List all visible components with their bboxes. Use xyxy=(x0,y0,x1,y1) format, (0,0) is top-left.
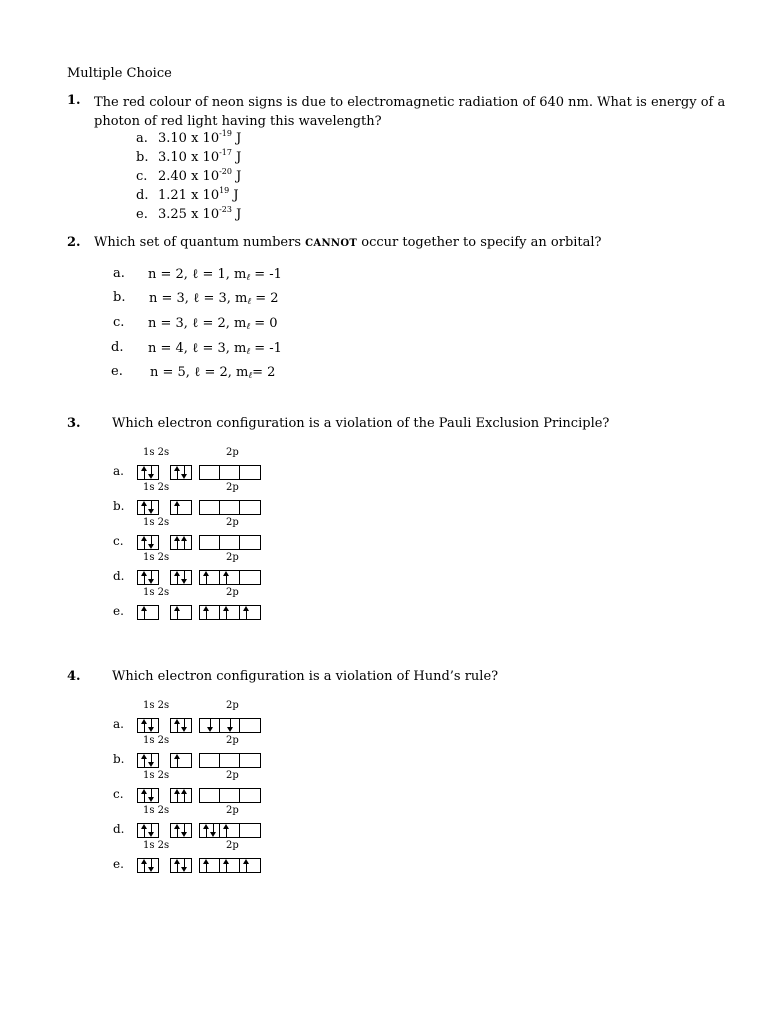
arrow-head xyxy=(148,474,154,479)
orbital-cell xyxy=(138,536,158,549)
orbital-cell xyxy=(200,571,220,584)
orbital-cell xyxy=(200,466,220,479)
orbital-2p xyxy=(199,718,261,733)
orbital-cell xyxy=(138,606,158,619)
option-letter: a. xyxy=(113,464,124,478)
orbital-cell xyxy=(220,719,240,732)
orbital-cell xyxy=(200,789,220,802)
orbital-cell xyxy=(240,824,260,837)
arrow-head xyxy=(148,579,154,584)
arrow-head xyxy=(174,606,180,611)
orbital-cell xyxy=(138,571,158,584)
arrow-head xyxy=(223,571,229,576)
arrow-head xyxy=(148,727,154,732)
orbital-label-2p: 2p xyxy=(226,587,239,598)
orbital-cell xyxy=(240,606,260,619)
question-2-number: 2. xyxy=(67,235,81,250)
arrow-head xyxy=(148,832,154,837)
orbital-2p xyxy=(199,535,261,550)
option-letter: b. xyxy=(113,499,125,513)
orbital-cell xyxy=(240,501,260,514)
orbital-2p xyxy=(199,570,261,585)
option-value xyxy=(148,266,282,282)
section-heading: Multiple Choice xyxy=(67,66,172,81)
orbital-2p xyxy=(199,500,261,515)
question-3-number: 3. xyxy=(67,416,81,431)
question-1-number: 1. xyxy=(67,93,81,108)
arrow-head xyxy=(243,606,249,611)
quantum-n: n = 3, xyxy=(148,316,193,331)
quantum-l: ℓ = 3, m xyxy=(192,341,247,356)
orbital-cell xyxy=(220,571,240,584)
orbital-1s xyxy=(137,753,159,768)
orbital-1s xyxy=(137,823,159,838)
arrow-head xyxy=(181,789,187,794)
value-unit: J xyxy=(231,207,242,222)
orbital-label-2p: 2p xyxy=(226,770,239,781)
orbital-1s xyxy=(137,500,159,515)
question-2-emphasis: CANNOT xyxy=(305,238,358,249)
arrow-head xyxy=(174,859,180,864)
option-letter: c. xyxy=(136,169,148,184)
orbital-cell xyxy=(171,501,191,514)
question-4-number: 4. xyxy=(67,669,81,684)
orbital-cell xyxy=(171,859,191,872)
quantum-m: = 2 xyxy=(251,291,279,306)
option-value xyxy=(158,188,239,203)
question-2-text xyxy=(94,235,602,250)
orbital-cell xyxy=(138,466,158,479)
orbital-1s xyxy=(137,535,159,550)
orbital-cell xyxy=(220,859,240,872)
orbital-cell xyxy=(200,719,220,732)
arrow-head xyxy=(181,867,187,872)
arrow-head xyxy=(210,832,216,837)
value-exponent: -17 xyxy=(219,148,232,157)
arrow-head xyxy=(181,832,187,837)
value-base: 3.25 x 10 xyxy=(158,207,220,222)
arrow-head xyxy=(207,727,213,732)
question-4-text: Which electron configuration is a violation of Hund’s rule? xyxy=(112,669,499,684)
orbital-2p xyxy=(199,465,261,480)
orbital-cell xyxy=(200,824,220,837)
option-letter: a. xyxy=(113,717,124,731)
orbital-cell xyxy=(171,466,191,479)
option-value xyxy=(150,364,275,380)
orbital-cell xyxy=(240,789,260,802)
option-letter: c. xyxy=(113,787,124,801)
option-letter: c. xyxy=(113,534,124,548)
option-letter: e. xyxy=(111,364,123,379)
arrow-head xyxy=(227,727,233,732)
orbital-cell xyxy=(220,536,240,549)
quantum-n: n = 5, xyxy=(150,365,195,380)
option-letter: d. xyxy=(113,822,125,836)
arrow-head xyxy=(203,824,209,829)
orbital-cell xyxy=(220,606,240,619)
value-base: 2.40 x 10 xyxy=(158,169,220,184)
arrow-head xyxy=(141,606,147,611)
orbital-1s xyxy=(137,570,159,585)
option-letter: e. xyxy=(136,207,148,222)
arrow-head xyxy=(141,754,147,759)
quantum-n: n = 4, xyxy=(148,341,193,356)
orbital-2s xyxy=(170,718,192,733)
quantum-subscript: ℓ xyxy=(247,297,252,307)
orbital-cell xyxy=(138,754,158,767)
orbital-2s xyxy=(170,753,192,768)
value-exponent: -19 xyxy=(219,129,232,138)
arrow-head xyxy=(174,501,180,506)
orbital-label-2p: 2p xyxy=(226,517,239,528)
quantum-l: ℓ = 2, m xyxy=(192,316,247,331)
arrow-head xyxy=(223,824,229,829)
quantum-n: n = 3, xyxy=(149,291,194,306)
quantum-l: ℓ = 2, m xyxy=(194,365,249,380)
option-letter: c. xyxy=(113,315,125,330)
arrow-head xyxy=(243,859,249,864)
orbital-cell xyxy=(220,789,240,802)
quantum-l: ℓ = 3, m xyxy=(193,291,248,306)
arrow-head xyxy=(174,754,180,759)
orbital-label-1s2s: 1s 2s xyxy=(143,447,170,458)
quantum-l: ℓ = 1, m xyxy=(192,267,247,282)
arrow-head xyxy=(141,466,147,471)
arrow-head xyxy=(141,859,147,864)
quantum-subscript: ℓ xyxy=(246,273,251,283)
orbital-1s xyxy=(137,858,159,873)
value-unit: J xyxy=(231,131,242,146)
orbital-label-1s2s: 1s 2s xyxy=(143,735,170,746)
arrow-head xyxy=(141,789,147,794)
arrow-head xyxy=(148,509,154,514)
arrow-head xyxy=(141,719,147,724)
value-exponent: -23 xyxy=(219,205,232,214)
orbital-2p xyxy=(199,753,261,768)
arrow-head xyxy=(174,536,180,541)
option-value xyxy=(158,169,241,184)
orbital-cell xyxy=(138,789,158,802)
arrow-head xyxy=(223,606,229,611)
orbital-2s xyxy=(170,788,192,803)
orbital-cell xyxy=(138,501,158,514)
orbital-cell xyxy=(240,859,260,872)
quantum-m: = 0 xyxy=(250,316,278,331)
orbital-label-1s2s: 1s 2s xyxy=(143,517,170,528)
arrow-head xyxy=(141,536,147,541)
arrow-head xyxy=(141,501,147,506)
arrow-head xyxy=(141,571,147,576)
orbital-2p xyxy=(199,858,261,873)
option-value xyxy=(158,207,241,222)
orbital-cell xyxy=(200,536,220,549)
orbital-2p xyxy=(199,605,261,620)
orbital-label-1s2s: 1s 2s xyxy=(143,482,170,493)
quantum-m: = -1 xyxy=(250,267,282,282)
orbital-2s xyxy=(170,570,192,585)
orbital-cell xyxy=(200,606,220,619)
option-value xyxy=(158,150,241,165)
orbital-label-2p: 2p xyxy=(226,840,239,851)
quantum-n: n = 2, xyxy=(148,267,193,282)
orbital-label-2p: 2p xyxy=(226,700,239,711)
orbital-2s xyxy=(170,500,192,515)
orbital-cell xyxy=(240,571,260,584)
orbital-label-1s2s: 1s 2s xyxy=(143,700,170,711)
arrow-head xyxy=(148,762,154,767)
orbital-cell xyxy=(171,536,191,549)
arrow-head xyxy=(203,606,209,611)
orbital-2p xyxy=(199,823,261,838)
option-letter: b. xyxy=(136,150,149,165)
option-letter: b. xyxy=(113,752,125,766)
arrow-head xyxy=(181,474,187,479)
orbital-cell xyxy=(220,466,240,479)
orbital-cell xyxy=(171,824,191,837)
question-2-text-end: occur together to specify an orbital? xyxy=(357,235,602,250)
orbital-cell xyxy=(138,719,158,732)
option-letter: a. xyxy=(113,266,125,281)
option-letter: e. xyxy=(113,857,124,871)
question-3-text: Which electron configuration is a violation of the Pauli Exclusion Principle? xyxy=(112,416,610,431)
orbital-1s xyxy=(137,465,159,480)
quantum-subscript: ℓ xyxy=(248,371,253,381)
question-1-text: The red colour of neon signs is due to electromagnetic radiation of 640 nm. What is energy of a photon of red light having this wavelength? xyxy=(94,95,726,129)
orbital-label-1s2s: 1s 2s xyxy=(143,840,170,851)
option-value xyxy=(158,131,241,146)
option-letter: e. xyxy=(113,604,124,618)
orbital-cell xyxy=(220,824,240,837)
orbital-cell xyxy=(220,754,240,767)
value-exponent: 19 xyxy=(219,186,230,195)
value-base: 3.10 x 10 xyxy=(158,150,220,165)
arrow-head xyxy=(174,789,180,794)
arrow-head xyxy=(181,536,187,541)
orbital-cell xyxy=(240,719,260,732)
orbital-label-2p: 2p xyxy=(226,805,239,816)
option-value xyxy=(148,315,278,331)
orbital-label-1s2s: 1s 2s xyxy=(143,805,170,816)
orbital-2p xyxy=(199,788,261,803)
arrow-head xyxy=(148,544,154,549)
orbital-2s xyxy=(170,605,192,620)
value-base: 1.21 x 10 xyxy=(158,188,220,203)
value-unit: J xyxy=(231,169,242,184)
arrow-head xyxy=(174,466,180,471)
value-unit: J xyxy=(229,188,239,203)
quantum-m: = -1 xyxy=(250,341,282,356)
arrow-head xyxy=(174,571,180,576)
orbital-2s xyxy=(170,823,192,838)
orbital-cell xyxy=(200,501,220,514)
orbital-cell xyxy=(200,859,220,872)
orbital-cell xyxy=(171,606,191,619)
orbital-1s xyxy=(137,718,159,733)
arrow-head xyxy=(148,797,154,802)
orbital-cell xyxy=(171,754,191,767)
orbital-cell xyxy=(138,824,158,837)
orbital-2s xyxy=(170,465,192,480)
arrow-head xyxy=(141,824,147,829)
orbital-label-1s2s: 1s 2s xyxy=(143,770,170,781)
orbital-cell xyxy=(171,719,191,732)
orbital-cell xyxy=(240,466,260,479)
orbital-cell xyxy=(200,754,220,767)
orbital-2s xyxy=(170,535,192,550)
quantum-subscript: ℓ xyxy=(246,322,251,332)
orbital-1s xyxy=(137,605,159,620)
orbital-label-2p: 2p xyxy=(226,482,239,493)
question-2-text-start: Which set of quantum numbers xyxy=(94,235,306,250)
orbital-cell xyxy=(171,789,191,802)
value-unit: J xyxy=(231,150,242,165)
arrow-head xyxy=(148,867,154,872)
option-letter: b. xyxy=(113,290,126,305)
orbital-2s xyxy=(170,858,192,873)
arrow-head xyxy=(181,579,187,584)
orbital-cell xyxy=(240,536,260,549)
option-letter: d. xyxy=(111,340,124,355)
value-exponent: -20 xyxy=(219,167,232,176)
arrow-head xyxy=(174,824,180,829)
orbital-cell xyxy=(171,571,191,584)
arrow-head xyxy=(181,727,187,732)
orbital-label-2p: 2p xyxy=(226,447,239,458)
option-letter: d. xyxy=(136,188,149,203)
arrow-head xyxy=(223,859,229,864)
orbital-label-1s2s: 1s 2s xyxy=(143,552,170,563)
arrow-head xyxy=(174,719,180,724)
orbital-cell xyxy=(138,859,158,872)
orbital-label-2p: 2p xyxy=(226,735,239,746)
option-value xyxy=(149,290,279,306)
orbital-cell xyxy=(240,754,260,767)
orbital-label-2p: 2p xyxy=(226,552,239,563)
option-letter: a. xyxy=(136,131,148,146)
orbital-label-1s2s: 1s 2s xyxy=(143,587,170,598)
arrow-head xyxy=(203,571,209,576)
arrow-head xyxy=(203,859,209,864)
quantum-m: = 2 xyxy=(252,365,276,380)
orbital-1s xyxy=(137,788,159,803)
quantum-subscript: ℓ xyxy=(246,347,251,357)
option-value xyxy=(148,340,282,356)
option-letter: d. xyxy=(113,569,125,583)
orbital-cell xyxy=(220,501,240,514)
value-base: 3.10 x 10 xyxy=(158,131,220,146)
